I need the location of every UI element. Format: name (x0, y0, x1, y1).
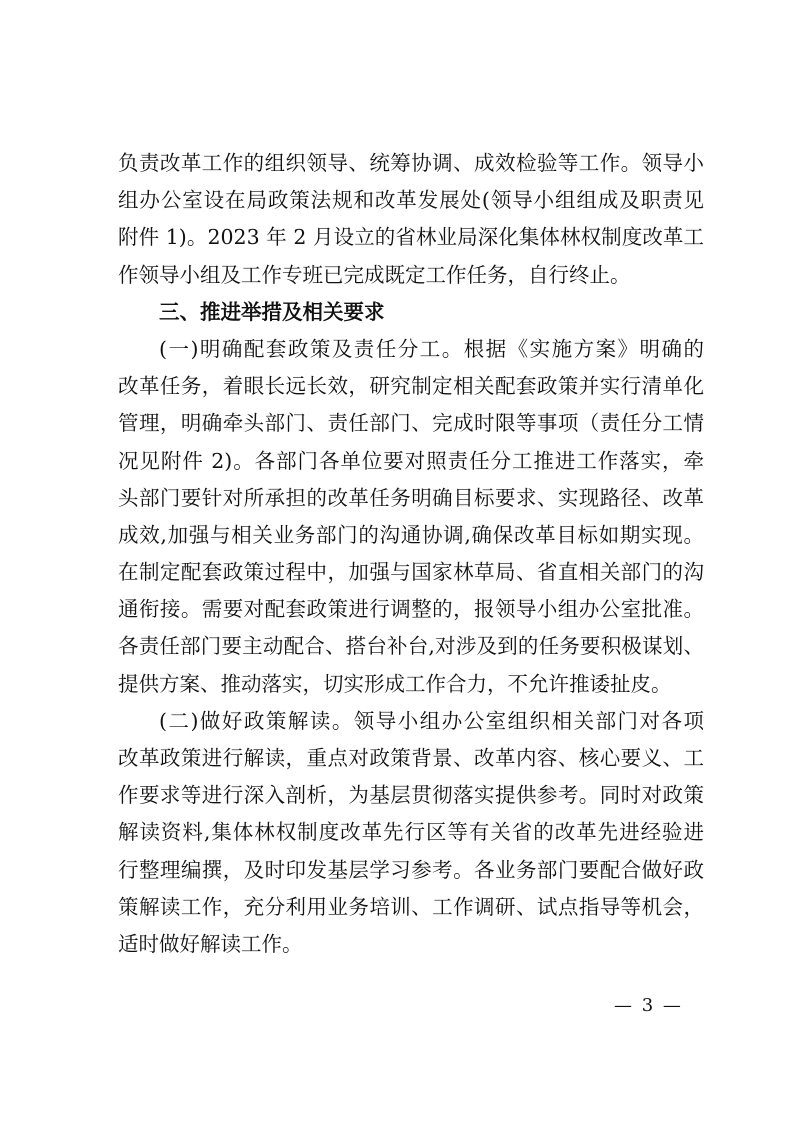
paragraph-first-line: (一)明确配套政策及责任分工。根据《实施方案》明确的 (159, 336, 704, 361)
body-line: 行整理编撰，及时印发基层学习参考。各业务部门要配合做好政 (118, 857, 704, 882)
body-line: 适时做好解读工作。 (118, 931, 303, 956)
body-line: 提供方案、推动落实，切实形成工作合力，不允许推诿扯皮。 (118, 671, 672, 696)
body-line: 头部门要针对所承担的改革任务明确目标要求、实现路径、改革 (118, 485, 704, 510)
section-heading: 三、推进举措及相关要求 (159, 299, 385, 324)
page-number: — 3 — (614, 995, 683, 1016)
body-line: 改革任务，着眼长远长效，研究制定相关配套政策并实行清单化 (118, 374, 704, 399)
body-line: 在制定配套政策过程中，加强与国家林草局、省直相关部门的沟 (118, 560, 704, 585)
body-line: 组办公室设在局政策法规和改革发展处(领导小组组成及职责见 (118, 188, 704, 213)
paragraph-first-line: (二)做好政策解读。领导小组办公室组织相关部门对各项 (159, 708, 704, 733)
body-line: 作要求等进行深入剖析，为基层贯彻落实提供参考。同时对政策 (118, 783, 704, 808)
body-line: 各责任部门要主动配合、搭台补台,对涉及到的任务要积极谋划、 (118, 634, 704, 659)
body-line: 管理，明确牵头部门、责任部门、完成时限等事项（责任分工情 (118, 411, 704, 436)
body-line: 通衔接。需要对配套政策进行调整的，报领导小组办公室批准。 (118, 597, 704, 622)
body-line: 附件 1)。2023 年 2 月设立的省林业局深化集体林权制度改革工 (118, 225, 704, 250)
document-body (118, 145, 704, 963)
body-line: 作领导小组及工作专班已完成既定工作任务，自行终止。 (118, 262, 631, 287)
body-line: 负责改革工作的组织领导、统筹协调、成效检验等工作。领导小 (118, 151, 704, 175)
body-line: 改革政策进行解读，重点对政策背景、改革内容、核心要义、工 (118, 746, 704, 770)
body-line: 解读资料,集体林权制度改革先行区等有关省的改革先进经验进 (118, 820, 704, 845)
body-line: 成效,加强与相关业务部门的沟通协调,确保改革目标如期实现。 (118, 522, 704, 547)
body-line: 况见附件 2)。各部门各单位要对照责任分工推进工作落实，牵 (118, 448, 704, 473)
body-line: 策解读工作，充分利用业务培训、工作调研、试点指导等机会， (118, 894, 704, 919)
